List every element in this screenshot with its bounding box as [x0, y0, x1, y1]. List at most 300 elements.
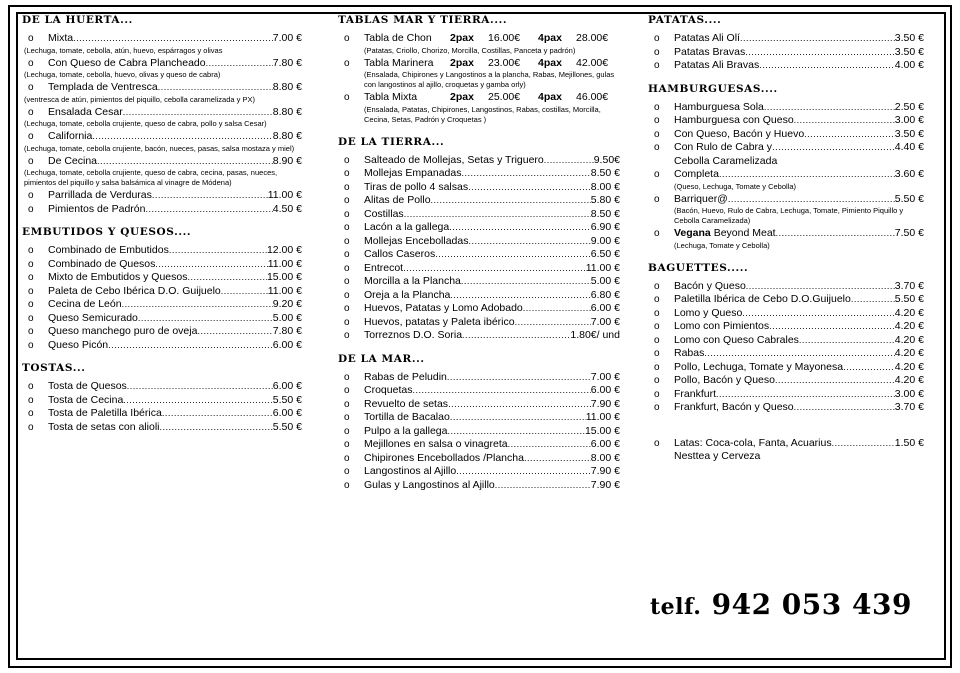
item-row [364, 167, 620, 181]
leader-dots [776, 227, 895, 241]
leader-dots [515, 316, 591, 330]
item-price: 7.80 € [272, 56, 302, 69]
pax-2-price: 23.00€ [488, 56, 521, 69]
tabla-row [364, 91, 620, 105]
item-price: 7.90 € [590, 465, 620, 477]
item-price: 5.50 € [894, 192, 924, 205]
menu-item [338, 221, 620, 235]
item-name [674, 320, 769, 334]
item-row [48, 407, 302, 421]
item-row [48, 32, 302, 46]
leader-dots [404, 208, 591, 222]
item-name-text: Pollo, Bacón y Queso [674, 374, 775, 386]
leader-dots [187, 271, 266, 285]
item-row [364, 479, 620, 493]
menu-item [338, 32, 620, 57]
item-row [364, 208, 620, 222]
item-price: 4.40 € [894, 141, 924, 153]
menu-item [338, 465, 620, 479]
item-name [674, 141, 772, 155]
item-name-text: Langostinos al Ajillo [364, 465, 457, 477]
item-name [48, 155, 97, 169]
item-name [48, 189, 152, 203]
item-row [364, 465, 620, 479]
leader-dots [97, 155, 273, 169]
item-price: 1.50 € [894, 436, 924, 449]
menu-item [338, 438, 620, 452]
item-row [364, 248, 620, 262]
leader-dots [716, 388, 895, 402]
item-price: 5.00 € [272, 311, 302, 324]
leader-dots [462, 329, 570, 343]
leader-dots [746, 280, 895, 294]
item-name-text: Mixto de Embutidos y Quesos [48, 271, 188, 283]
item-price: 6.00 € [590, 302, 620, 314]
item-name [364, 194, 431, 208]
menu-item [338, 248, 620, 262]
menu-item [338, 289, 620, 303]
menu-item [648, 193, 924, 228]
leader-dots [162, 407, 273, 421]
section-latas [648, 437, 924, 464]
item-name-text: California [48, 130, 93, 142]
item-name [48, 258, 155, 272]
item-name-text: Pimientos de Padrón [48, 202, 146, 215]
phone-digits: 942 053 439 [711, 588, 912, 621]
leader-dots [127, 380, 273, 394]
menu-item [22, 298, 302, 312]
hamburguesas-list [648, 101, 924, 252]
leader-dots [524, 452, 591, 466]
menu-item [338, 411, 620, 425]
leader-dots [742, 307, 895, 321]
leader-dots [719, 168, 895, 182]
leader-dots [145, 203, 272, 217]
item-name-line2: Nesttea y Cerveza [674, 450, 761, 462]
menu-item [648, 227, 924, 252]
menu-item [648, 307, 924, 321]
leader-dots [804, 128, 895, 142]
leader-dots [495, 479, 591, 493]
item-price: 12.00 € [266, 244, 302, 256]
leader-dots [431, 194, 591, 208]
item-name [364, 275, 461, 289]
item-price: 4.20 € [894, 360, 924, 373]
item-name: o Tabla de Chon [364, 32, 432, 44]
item-name-text: Queso Semicurado [48, 311, 138, 324]
item-description: (Lechuga, Tomate y Cebolla) [674, 240, 770, 250]
item-row [674, 32, 924, 46]
item-name-text: Lacón a la gallega [364, 221, 450, 233]
leader-dots [450, 289, 590, 303]
item-price: 11.00 € [585, 411, 620, 423]
item-row [48, 81, 302, 95]
item-name-text: Frankfurt, Bacón y Queso [674, 401, 794, 413]
item-price: 3.70 € [894, 279, 924, 292]
leader-dots [158, 81, 273, 95]
item-name [364, 371, 447, 385]
item-name-text: Salteado de Mollejas, Setas y Triguero [364, 153, 544, 166]
leader-dots [449, 221, 591, 235]
item-name-text: Oreja a la Plancha [364, 288, 451, 301]
item-name-text: De Cecina [48, 154, 98, 167]
item-name [48, 285, 221, 299]
item-row [48, 106, 302, 120]
pax-2-price: 25.00€ [488, 91, 521, 103]
item-name [48, 271, 187, 285]
item-name [364, 479, 495, 493]
item-name [48, 421, 159, 435]
section-tablas [338, 14, 620, 126]
item-price: 8.90 € [272, 154, 302, 167]
item-price: 3.50 € [894, 45, 924, 58]
item-price: 3.60 € [894, 168, 924, 180]
leader-dots [468, 235, 590, 249]
item-price: 7.00 € [590, 315, 620, 328]
item-row [364, 316, 620, 330]
item-name [48, 298, 122, 312]
item-name-text: Vegana [674, 227, 711, 239]
item-name-text: Tosta de Cecina [48, 393, 124, 406]
section-hamburguesas [648, 83, 924, 252]
item-name-text: Hamburguesa Sola [674, 100, 764, 113]
section-baguettes [648, 262, 924, 415]
menu-item [22, 189, 302, 203]
item-name-text: Alitas de Pollo [364, 194, 431, 206]
item-price: 3.50 € [894, 32, 924, 44]
item-name-text: Patatas Bravas [674, 45, 746, 58]
item-name-text: Patatas Ali Olí [674, 32, 740, 44]
item-name [674, 46, 745, 60]
item-row [364, 452, 620, 466]
item-name-text: Completa [674, 168, 719, 180]
item-price: 3.00 € [894, 387, 924, 400]
item-price: 6.90 € [590, 221, 620, 233]
item-row [48, 271, 302, 285]
item-price: 6.00 € [590, 438, 620, 450]
item-row [364, 154, 620, 168]
item-row [48, 258, 302, 272]
section-title-hamburguesas: HAMBURGUESAS.... [648, 82, 778, 95]
menu-item [338, 302, 620, 316]
menu-item [648, 401, 924, 415]
leader-dots [704, 347, 894, 361]
menu-item [22, 130, 302, 155]
item-price: 8.80 € [272, 130, 302, 142]
item-price: 7.80 € [272, 325, 302, 337]
pax-2-label: 2pax [450, 32, 474, 44]
leader-dots [152, 189, 268, 203]
pax-2-label: 2pax [450, 56, 474, 69]
leader-dots [197, 325, 272, 339]
section-title-embutidos: EMBUTIDOS Y QUESOS.... [22, 226, 192, 238]
item-row [674, 347, 924, 361]
item-price: 5.80 € [590, 194, 620, 206]
item-price: 4.20 € [894, 306, 924, 319]
menu-item [338, 316, 620, 330]
menu-item [338, 384, 620, 398]
section-embutidos [22, 226, 302, 352]
item-description: (ventresca de atún, pimientos del piquillo, cebolla caramelizada y PX) [24, 94, 255, 104]
menu-item [338, 194, 620, 208]
item-price: 15.00 € [266, 271, 302, 283]
menu-item [22, 32, 302, 57]
item-name-text: Tosta de Quesos [48, 380, 127, 392]
item-name [674, 347, 704, 361]
item-name-text: Rabas [674, 347, 705, 359]
menu-item [338, 398, 620, 412]
leader-dots [448, 398, 591, 412]
leader-dots [73, 32, 273, 46]
column-right [648, 14, 924, 474]
item-row [364, 221, 620, 235]
item-name-text: Combinado de Quesos [48, 257, 156, 270]
leader-dots [447, 425, 584, 439]
item-row [674, 168, 924, 182]
item-price: 6.50 € [590, 248, 620, 260]
item-name-text: Mollejas Encebolladas [364, 234, 469, 247]
item-name-text: Ensalada Cesar [48, 105, 123, 118]
item-row [364, 384, 620, 398]
item-row [48, 57, 302, 71]
item-price: 8.00 € [590, 180, 620, 193]
pax-2-price: 16.00€ [488, 32, 521, 44]
item-name-text: Tosta de Paletilla Ibérica [48, 407, 162, 419]
leader-dots [221, 285, 268, 299]
leader-dots [851, 293, 895, 307]
leader-dots [159, 421, 272, 435]
item-name [364, 221, 449, 235]
item-price: 11.00 € [267, 284, 302, 297]
item-description: (Lechuga, tomate, cebolla, huevo, olivas y queso de cabra) [24, 70, 221, 79]
item-price: 11.00 € [267, 189, 302, 201]
leader-dots [461, 275, 591, 289]
item-name [48, 130, 92, 144]
menu-item [648, 347, 924, 361]
menu-item [338, 275, 620, 289]
item-row [364, 289, 620, 303]
menu-item [22, 312, 302, 326]
item-name [364, 167, 461, 181]
item-name-text: Con Queso, Bacón y Huevo [674, 127, 805, 140]
item-description: (Ensalada, Patatas, Chipirones, Langostinos, Rabas, costillas, Morcilla, Cecina, Setas, Padrón y Croquetas ) [364, 104, 601, 124]
tierra-list [338, 154, 620, 343]
section-title-patatas: PATATAS.... [648, 14, 722, 26]
item-name [364, 248, 435, 262]
item-name-text: Paleta de Cebo Ibérica D.O. Guijuelo [48, 284, 221, 297]
item-row [48, 394, 302, 408]
menu-item [22, 271, 302, 285]
item-name-text: Gulas y Langostinos al Ajillo [364, 478, 495, 491]
item-row [48, 298, 302, 312]
leader-dots [92, 130, 272, 144]
item-row [48, 189, 302, 203]
leader-dots [461, 167, 590, 181]
item-row [48, 203, 302, 217]
menu-item-latas [648, 437, 924, 464]
item-name [674, 401, 794, 415]
item-name [674, 361, 843, 375]
item-name-text: Templada de Ventresca [48, 81, 158, 93]
item-row [48, 421, 302, 435]
section-title-baguettes: BAGUETTES..... [648, 261, 749, 274]
item-name [674, 59, 759, 73]
item-name [364, 262, 403, 276]
menu-item [338, 57, 620, 92]
item-row [48, 130, 302, 144]
leader-dots [108, 339, 273, 353]
item-price: 15.00 € [584, 424, 620, 437]
menu-item [648, 32, 924, 46]
item-price: 4.20 € [894, 374, 924, 386]
item-name [48, 380, 127, 394]
tablas-list [338, 32, 620, 126]
item-name [364, 208, 404, 222]
menu-item [648, 334, 924, 348]
item-price: 3.00 € [894, 114, 924, 126]
tabla-row [364, 32, 620, 46]
item-name [364, 452, 524, 466]
item-name [48, 203, 145, 217]
item-name-text: Patatas Ali Bravas [674, 59, 760, 71]
phone-number [650, 588, 912, 621]
menu-item [338, 479, 620, 493]
menu-item [648, 280, 924, 294]
item-row [364, 329, 620, 343]
item-price: 6.00 € [272, 407, 302, 419]
item-name [48, 312, 138, 326]
item-name-line2: Cebolla Caramelizada [674, 154, 778, 167]
item-price: 11.00 € [267, 257, 302, 270]
item-price: 1.80€/ und [570, 329, 620, 341]
item-description: (Patatas, Criollo, Chorizo, Morcilla, Costillas, Panceta y padrón) [364, 45, 576, 55]
menu-item [22, 155, 302, 190]
menu-item [338, 208, 620, 222]
item-price: 4.20 € [894, 347, 924, 359]
leader-dots [832, 437, 895, 451]
menu-item [648, 101, 924, 115]
menu-item [22, 258, 302, 272]
item-name-text: Mollejas Empanadas [364, 167, 462, 179]
huerta-list [22, 32, 302, 216]
section-title-tierra: DE LA TIERRA... [338, 135, 445, 148]
item-price: 5.50 € [272, 420, 302, 433]
item-name-rest: Beyond Meat [710, 227, 776, 239]
item-price: 6.00 € [272, 338, 302, 351]
item-name [364, 438, 508, 452]
item-row [674, 320, 924, 334]
item-name [364, 411, 450, 425]
item-row [364, 302, 620, 316]
item-row [674, 307, 924, 321]
pax-4-label: 4pax [538, 56, 562, 69]
menu-item [22, 339, 302, 353]
leader-dots [544, 154, 594, 168]
menu-item [338, 262, 620, 276]
menu-item [648, 168, 924, 193]
item-price: 6.80 € [590, 288, 620, 301]
item-name-text: Cecina de León [48, 298, 122, 310]
leader-dots [122, 298, 273, 312]
item-row [364, 425, 620, 439]
item-name [674, 128, 804, 142]
item-name-text: Queso Picón [48, 338, 109, 351]
item-name-text: Con Rulo de Cabra y [674, 141, 773, 153]
item-name [674, 227, 776, 241]
item-name [674, 32, 740, 46]
embutidos-list [22, 244, 302, 352]
section-tierra [338, 136, 620, 343]
menu-item [22, 325, 302, 339]
item-name-text: Lomo con Queso Cabrales [674, 333, 799, 346]
pax-4-price: 46.00€ [576, 91, 609, 103]
item-price: 9.50€ [593, 153, 620, 166]
menu-item [22, 407, 302, 421]
menu-item [648, 141, 924, 168]
item-price: 5.50 € [272, 393, 302, 406]
item-row [48, 339, 302, 353]
item-name-text: Lomo con Pimientos [674, 320, 770, 332]
item-row [48, 285, 302, 299]
item-name [364, 289, 450, 303]
menu-item [338, 154, 620, 168]
leader-dots [468, 181, 591, 195]
pax-4-price: 42.00€ [576, 56, 609, 69]
item-name [674, 334, 799, 348]
item-row [674, 334, 924, 348]
menu-item [22, 394, 302, 408]
item-row [674, 227, 924, 241]
item-name-text: Torreznos D.O. Soria [364, 329, 463, 341]
menu-item [22, 203, 302, 217]
item-name-text: Barriquer@ [674, 192, 728, 205]
item-name-text: Callos Caseros [364, 248, 436, 260]
menu-item [648, 114, 924, 128]
item-name [674, 388, 716, 402]
pax-4-label: 4pax [538, 32, 562, 44]
section-huerta [22, 14, 302, 216]
item-name-text: Queso manchego puro de oveja [48, 325, 198, 337]
leader-dots [740, 32, 895, 46]
item-name [48, 339, 108, 353]
phone-label: telf. [650, 594, 702, 620]
item-name [48, 106, 123, 120]
menu-item [22, 421, 302, 435]
menu-item [22, 244, 302, 258]
menu-item [338, 181, 620, 195]
menu-item [22, 380, 302, 394]
item-name-text: Mixta [48, 32, 74, 44]
item-name-text: Huevos, Patatas y Lomo Adobado [364, 302, 523, 314]
leader-dots [794, 114, 895, 128]
section-title-tablas: TABLAS MAR Y TIERRA.... [338, 14, 508, 26]
item-row [674, 128, 924, 142]
item-row [674, 141, 924, 155]
menu-item [648, 293, 924, 307]
pax-4-price: 28.00€ [576, 32, 609, 44]
item-name [364, 316, 515, 330]
leader-dots [403, 262, 586, 276]
item-description: (Lechuga, tomate, cebolla crujiente, queso de cabra, cecina, pasas, nueces, pimientos del piquillo y salsa balsámica al vinagre de Módena) [24, 168, 278, 187]
item-name-text: Pollo, Lechuga, Tomate y Mayonesa [674, 360, 844, 373]
tostas-list [22, 380, 302, 434]
section-patatas [648, 14, 924, 73]
patatas-list [648, 32, 924, 73]
item-row [674, 193, 924, 207]
item-row [364, 398, 620, 412]
leader-dots [799, 334, 895, 348]
item-name-text: Hamburguesa con Queso [674, 114, 794, 126]
